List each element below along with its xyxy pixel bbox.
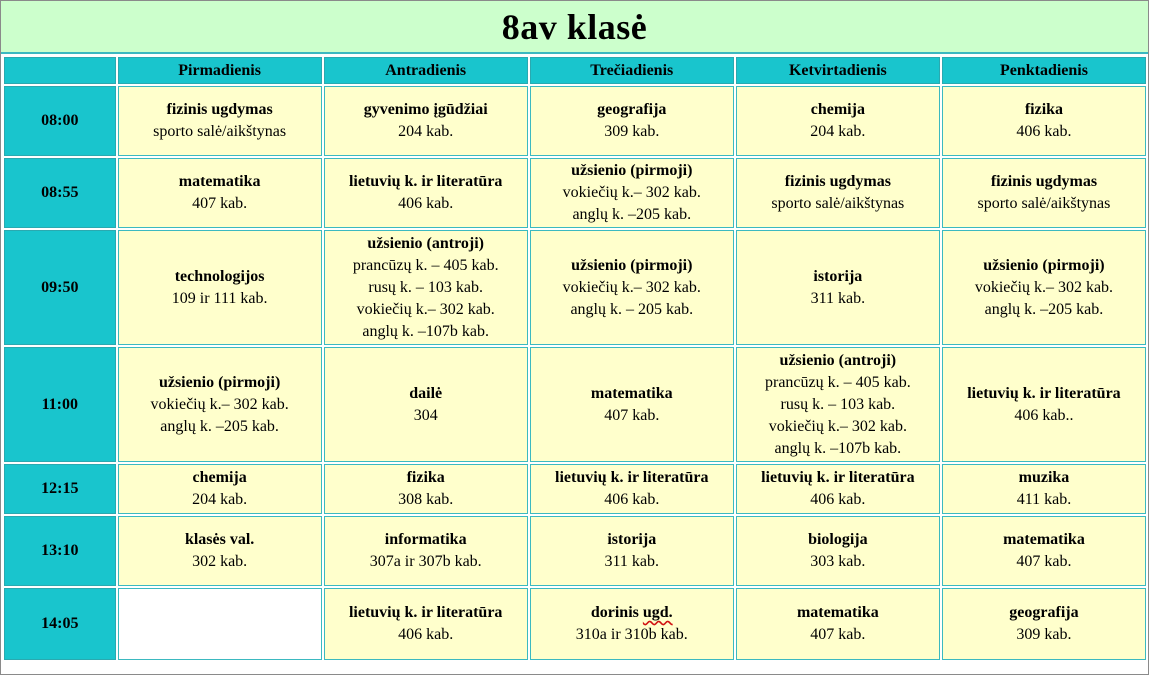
subject-name bbox=[119, 171, 321, 193]
room-line: 309 kab. bbox=[1016, 626, 1072, 643]
lesson-cell bbox=[736, 464, 940, 514]
lesson-cell bbox=[530, 588, 734, 660]
subject-text: istorija bbox=[607, 531, 657, 548]
room-line: anglų k. –107b kab. bbox=[362, 322, 490, 340]
subject-name bbox=[943, 99, 1145, 121]
subject-name bbox=[943, 529, 1145, 551]
lesson-cell bbox=[530, 516, 734, 586]
room-line: 311 kab. bbox=[810, 289, 866, 307]
lesson-cell bbox=[942, 464, 1146, 514]
time-cell: 08:00 bbox=[4, 86, 116, 156]
subject-text: užsienio (pirmoji) bbox=[571, 162, 693, 179]
time-cell: 09:50 bbox=[4, 230, 116, 345]
lesson-cell bbox=[324, 230, 528, 345]
room-line: anglų k. –107b kab. bbox=[774, 439, 902, 457]
subject-name bbox=[531, 602, 733, 624]
subject-name bbox=[325, 99, 527, 121]
subject-name bbox=[531, 529, 733, 551]
empty-lesson-cell bbox=[118, 588, 322, 660]
day-header: Ketvirtadienis bbox=[736, 57, 940, 84]
subject-text: fizinis ugdymas bbox=[784, 173, 891, 190]
lesson-cell bbox=[324, 347, 528, 462]
subject-name bbox=[737, 602, 939, 624]
lesson-cell bbox=[324, 86, 528, 156]
day-header: Trečiadienis bbox=[530, 57, 734, 84]
lesson-cell bbox=[942, 158, 1146, 228]
subject-text: matematika bbox=[178, 173, 261, 190]
subject-name bbox=[531, 383, 733, 405]
schedule-table bbox=[2, 55, 1148, 662]
room-line: vokiečių k.– 302 kab. bbox=[768, 417, 907, 435]
room-line: 406 kab. bbox=[1016, 123, 1072, 140]
room-line: anglų k. –205 kab. bbox=[984, 300, 1104, 318]
room-line: 304 bbox=[413, 406, 438, 424]
subject-name bbox=[531, 255, 733, 277]
lesson-cell bbox=[324, 588, 528, 660]
subject-name bbox=[325, 602, 527, 624]
day-header-row bbox=[4, 57, 1146, 84]
subject-text: matematika bbox=[796, 604, 879, 621]
subject-name bbox=[943, 383, 1145, 405]
subject-text: lietuvių k. ir literatūra bbox=[967, 384, 1121, 402]
room-line: vokiečių k.– 302 kab. bbox=[150, 395, 289, 413]
room-line: vokiečių k.– 302 kab. bbox=[356, 300, 495, 318]
subject-text: dorinis bbox=[590, 604, 639, 621]
subject-name bbox=[531, 99, 733, 121]
room-line: 302 kab. bbox=[192, 553, 248, 570]
subject-name bbox=[325, 383, 527, 405]
lesson-row bbox=[4, 86, 1146, 156]
lesson-cell bbox=[530, 158, 734, 228]
subject-text: užsienio (pirmoji) bbox=[158, 373, 281, 391]
subject-text: užsienio (antroji) bbox=[367, 234, 484, 252]
subject-text: užsienio (pirmoji) bbox=[571, 256, 693, 274]
subject-name bbox=[737, 350, 939, 372]
lesson-row bbox=[4, 347, 1146, 462]
room-line: prancūzų k. – 405 kab. bbox=[764, 373, 911, 391]
room-line: 406 kab. bbox=[398, 626, 454, 643]
lesson-cell bbox=[736, 516, 940, 586]
subject-name bbox=[737, 529, 939, 551]
subject-name bbox=[737, 266, 939, 288]
subject-text: lietuvių k. ir literatūra bbox=[348, 604, 503, 621]
day-header: Penktadienis bbox=[942, 57, 1146, 84]
room-line: rusų k. – 103 kab. bbox=[780, 395, 896, 413]
room-line: sporto salė/aikštynas bbox=[771, 195, 905, 212]
subject-name bbox=[325, 171, 527, 193]
room-line: 407 kab. bbox=[810, 626, 866, 643]
room-line: 310a ir 310b kab. bbox=[575, 626, 688, 643]
day-header: Antradienis bbox=[324, 57, 528, 84]
subject-text: chemija bbox=[810, 101, 865, 118]
subject-text: dailė bbox=[409, 384, 443, 402]
lesson-cell bbox=[118, 516, 322, 586]
subject-text: fizika bbox=[406, 469, 445, 486]
lesson-cell bbox=[530, 86, 734, 156]
subject-text: informatika bbox=[384, 531, 467, 548]
room-line: 406 kab.. bbox=[1014, 406, 1074, 424]
lesson-cell bbox=[530, 230, 734, 345]
lesson-row bbox=[4, 464, 1146, 514]
lesson-row bbox=[4, 588, 1146, 660]
subject-name bbox=[119, 529, 321, 551]
room-line: 406 kab. bbox=[810, 491, 866, 508]
room-line: vokiečių k.– 302 kab. bbox=[562, 184, 701, 201]
room-line: 311 kab. bbox=[604, 553, 660, 570]
room-line: anglų k. – 205 kab. bbox=[570, 300, 694, 318]
room-line: rusų k. – 103 kab. bbox=[368, 278, 484, 296]
subject-name bbox=[119, 266, 321, 288]
subject-name bbox=[531, 160, 733, 182]
lesson-cell bbox=[942, 230, 1146, 345]
subject-text: geografija bbox=[1009, 604, 1079, 621]
subject-name bbox=[943, 467, 1145, 489]
lesson-cell bbox=[118, 464, 322, 514]
lesson-row bbox=[4, 230, 1146, 345]
room-line: prancūzų k. – 405 kab. bbox=[352, 256, 499, 274]
schedule-body bbox=[4, 86, 1146, 660]
room-line: 406 kab. bbox=[398, 195, 454, 212]
lesson-cell bbox=[118, 158, 322, 228]
subject-name bbox=[325, 233, 527, 255]
subject-text: fizinis ugdymas bbox=[166, 101, 273, 118]
subject-text-spellcheck: ugd. bbox=[642, 604, 673, 621]
room-line: 204 kab. bbox=[810, 123, 866, 140]
subject-text: chemija bbox=[192, 469, 247, 486]
time-cell: 08:55 bbox=[4, 158, 116, 228]
lesson-row bbox=[4, 516, 1146, 586]
lesson-cell bbox=[530, 347, 734, 462]
subject-text: technologijos bbox=[174, 267, 265, 285]
lesson-row bbox=[4, 158, 1146, 228]
room-line: 406 kab. bbox=[604, 491, 660, 508]
page-title: 8av klasė bbox=[1, 1, 1148, 54]
room-line: 303 kab. bbox=[810, 553, 866, 570]
room-line: vokiečių k.– 302 kab. bbox=[974, 278, 1114, 296]
subject-name bbox=[119, 372, 321, 394]
lesson-cell bbox=[324, 516, 528, 586]
lesson-cell bbox=[942, 588, 1146, 660]
subject-name bbox=[119, 467, 321, 489]
lesson-cell bbox=[530, 464, 734, 514]
room-line: 307a ir 307b kab. bbox=[369, 553, 482, 570]
subject-text: lietuvių k. ir literatūra bbox=[555, 469, 709, 486]
room-line: 407 kab. bbox=[192, 195, 248, 212]
subject-name bbox=[943, 255, 1145, 277]
day-header: Pirmadienis bbox=[118, 57, 322, 84]
corner-cell bbox=[4, 57, 116, 84]
room-line: sporto salė/aikštynas bbox=[153, 123, 287, 140]
subject-name bbox=[531, 467, 733, 489]
lesson-cell bbox=[324, 158, 528, 228]
subject-text: matematika bbox=[590, 384, 673, 402]
subject-text: biologija bbox=[808, 531, 868, 548]
subject-name bbox=[943, 171, 1145, 193]
lesson-cell bbox=[736, 230, 940, 345]
subject-text: fizinis ugdymas bbox=[990, 173, 1098, 190]
subject-text: gyvenimo įgūdžiai bbox=[363, 101, 488, 118]
lesson-cell bbox=[736, 86, 940, 156]
room-line: 407 kab. bbox=[1016, 553, 1072, 570]
subject-text: lietuvių k. ir literatūra bbox=[761, 469, 915, 486]
lesson-cell bbox=[942, 347, 1146, 462]
room-line: 309 kab. bbox=[604, 123, 660, 140]
lesson-cell bbox=[736, 588, 940, 660]
subject-text: užsienio (pirmoji) bbox=[983, 256, 1105, 274]
room-line: 204 kab. bbox=[398, 123, 454, 140]
lesson-cell bbox=[736, 158, 940, 228]
subject-text: geografija bbox=[597, 101, 667, 118]
time-cell: 11:00 bbox=[4, 347, 116, 462]
time-cell: 13:10 bbox=[4, 516, 116, 586]
room-line: 308 kab. bbox=[398, 491, 454, 508]
subject-name bbox=[737, 467, 939, 489]
lesson-cell bbox=[324, 464, 528, 514]
time-cell: 14:05 bbox=[4, 588, 116, 660]
room-line: 411 kab. bbox=[1016, 491, 1072, 508]
subject-text: muzika bbox=[1018, 469, 1070, 486]
subject-text: matematika bbox=[1003, 531, 1085, 548]
subject-text: lietuvių k. ir literatūra bbox=[348, 173, 503, 190]
subject-name bbox=[737, 171, 939, 193]
subject-name bbox=[325, 467, 527, 489]
room-line: 407 kab. bbox=[604, 406, 660, 424]
room-line: vokiečių k.– 302 kab. bbox=[562, 278, 701, 296]
subject-text: klasės val. bbox=[184, 531, 255, 548]
room-line: 204 kab. bbox=[192, 491, 248, 508]
lesson-cell bbox=[118, 230, 322, 345]
room-line: sporto salė/aikštynas bbox=[977, 195, 1111, 212]
room-line: 109 ir 111 kab. bbox=[171, 289, 268, 307]
subject-name bbox=[119, 99, 321, 121]
subject-text: užsienio (antroji) bbox=[779, 351, 897, 369]
room-line: anglų k. –205 kab. bbox=[572, 206, 692, 223]
subject-name bbox=[943, 602, 1145, 624]
lesson-cell bbox=[736, 347, 940, 462]
lesson-cell bbox=[118, 86, 322, 156]
room-line: anglų k. –205 kab. bbox=[160, 417, 279, 435]
subject-name bbox=[737, 99, 939, 121]
time-cell: 12:15 bbox=[4, 464, 116, 514]
lesson-cell bbox=[118, 347, 322, 462]
lesson-cell bbox=[942, 86, 1146, 156]
subject-name bbox=[325, 529, 527, 551]
subject-text: fizika bbox=[1024, 101, 1064, 118]
subject-text: istorija bbox=[813, 267, 863, 285]
lesson-cell bbox=[942, 516, 1146, 586]
